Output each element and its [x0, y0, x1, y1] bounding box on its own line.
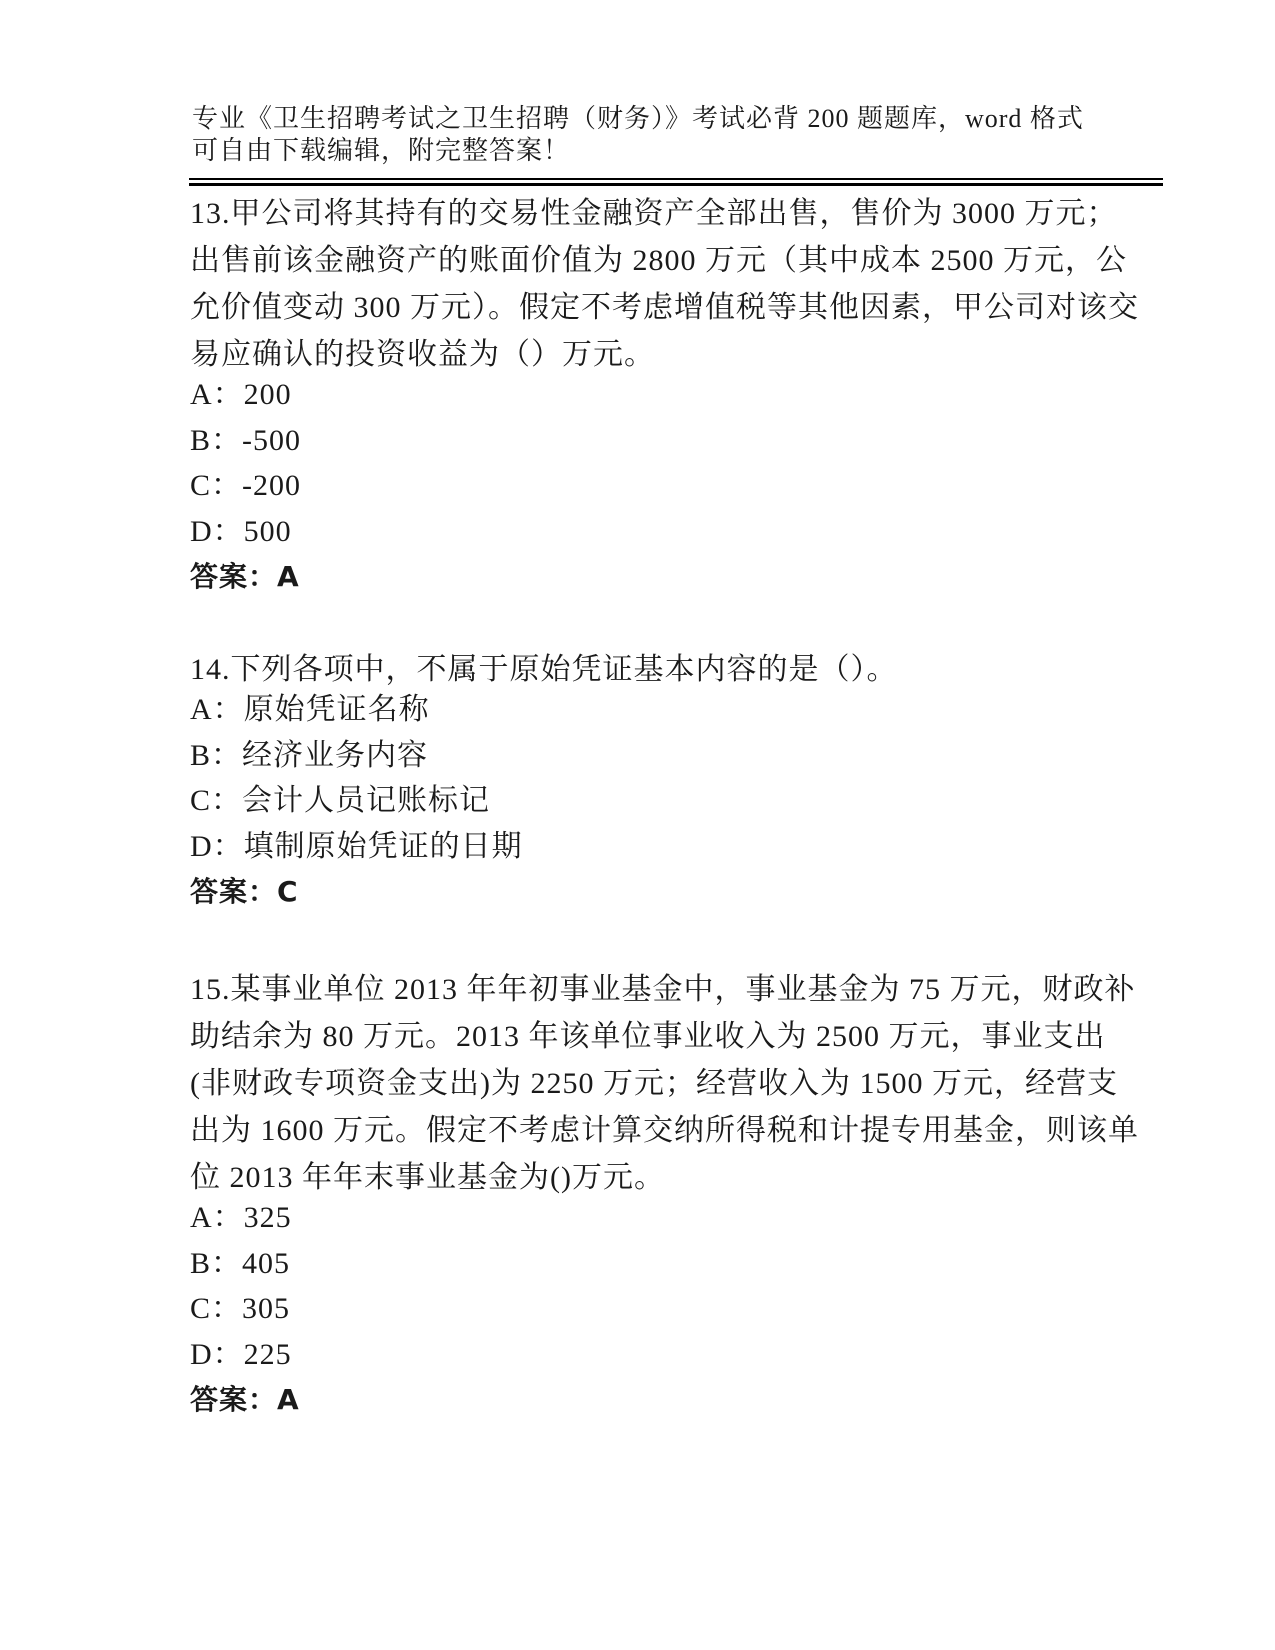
option-c: C：会计人员记账标记	[190, 784, 491, 817]
header-divider-rule	[189, 178, 1163, 186]
question-14-options	[190, 687, 1142, 869]
option-b: B：-500	[190, 423, 301, 457]
question-14-text: 14.下列各项中，不属于原始凭证基本内容的是（）。	[190, 653, 898, 686]
option-d: D：500	[190, 514, 292, 548]
option-c: C：305	[190, 1292, 291, 1325]
question-13-answer: 答案：A	[190, 560, 300, 593]
question-14	[190, 646, 1142, 915]
option-c: C：-200	[190, 469, 301, 502]
question-14-answer: 答案：C	[190, 875, 299, 908]
option-a: A：原始凭证名称	[190, 693, 430, 726]
question-13-options	[190, 372, 1142, 554]
question-15-text: 15.某事业单位 2013 年年初事业基金中，事业基金为 75 万元，财政补助结余为 80 万元。2013 年该单位事业收入为 2500 万元，事业支出(非财政专项资金支出)为 2250 万元；经营收入为 1500 万元，经营支出为 1600 万元。假定不考虑计算交纳所得税和计提专用基金，则该单位 2013 年年末事业基金为()万元。	[190, 973, 1139, 1194]
question-13	[190, 190, 1142, 600]
document-header-text: 专业《卫生招聘考试之卫生招聘（财务）》考试必背 200 题题库，word 格式可自由下载编辑，附完整答案！	[192, 104, 1084, 165]
option-d: D：225	[190, 1337, 292, 1371]
question-15-answer: 答案：A	[190, 1383, 300, 1416]
question-15	[190, 966, 1142, 1423]
question-15-options	[190, 1195, 1142, 1377]
option-a: A：325	[190, 1201, 292, 1234]
question-13-text: 13.甲公司将其持有的交易性金融资产全部出售，售价为 3000 万元；出售前该金融资产的账面价值为 2800 万元（其中成本 2500 万元，公允价值变动 300 万元）。假定不考虑增值税等其他因素，甲公司对该交易应确认的投资收益为（）万元。	[190, 197, 1139, 371]
option-b: B：405	[190, 1246, 291, 1280]
option-b: B：经济业务内容	[190, 738, 429, 772]
option-a: A：200	[190, 378, 292, 411]
option-d: D：填制原始凭证的日期	[190, 829, 523, 863]
